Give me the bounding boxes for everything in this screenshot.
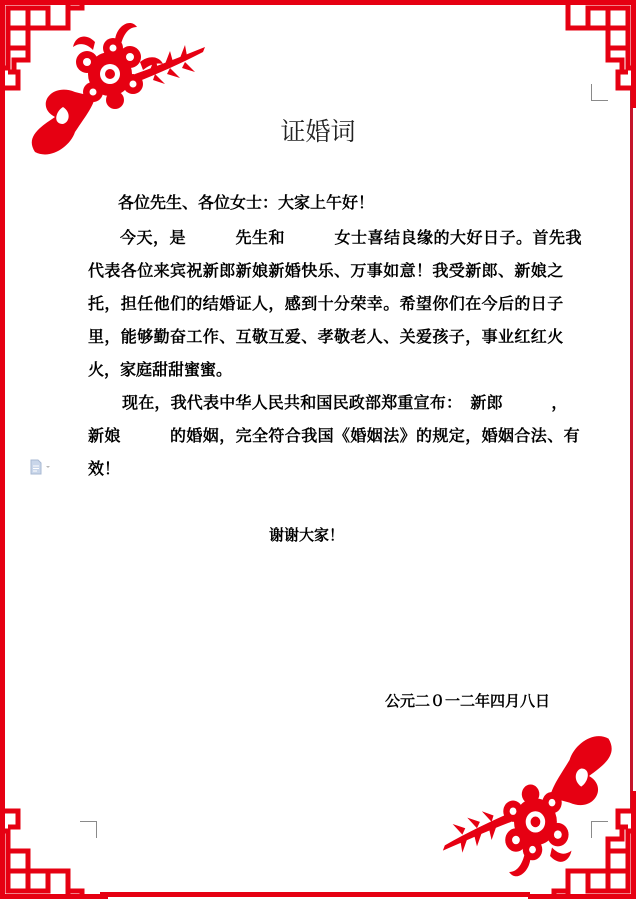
paragraph2-line-1: 现在，我代表中华人民共和国民政部郑重宣布： 新郎 ， <box>122 393 568 412</box>
document-title: 证婚词 <box>280 117 356 146</box>
paragraph1-line-5: 火，家庭甜甜蜜蜜。 <box>88 360 233 379</box>
paragraph2-line-2: 新娘 的婚姻，完全符合我国《婚姻法》的规定，婚姻合法、有 <box>88 426 581 445</box>
frame-border-right <box>630 90 633 810</box>
margin-corner-mark <box>591 821 608 838</box>
paragraph2-line-3: 效！ <box>88 459 121 478</box>
document-paste-icon[interactable] <box>30 459 54 475</box>
date-line: 公元二０一二年四月八日 <box>385 692 551 710</box>
paragraph1-line-3: 托，担任他们的结婚证人，感到十分荣幸。希望你们在今后的日子 <box>88 294 564 313</box>
thanks-line: 谢谢大家！ <box>269 526 345 544</box>
lattice-corner-icon <box>0 789 110 899</box>
frame-border-bottom <box>100 892 530 897</box>
greeting-line: 各位先生、各位女士：大家上午好！ <box>118 193 375 212</box>
lattice-corner-icon <box>526 0 636 110</box>
margin-corner-mark <box>591 84 608 101</box>
paragraph1-line-4: 里，能够勤奋工作、互敬互爱、孝敬老人、关爱孩子，事业红红火 <box>88 327 564 346</box>
margin-corner-mark <box>80 821 97 838</box>
paper-cut-flower-icon <box>438 728 628 888</box>
frame-border-top <box>100 0 530 5</box>
paragraph1-line-1: 今天，是 先生和 女士喜结良缘的大好日子。首先我 <box>120 228 583 247</box>
paragraph1-line-2: 代表各位来宾祝新郎新娘新婚快乐、万事如意！我受新郎、新娘之 <box>88 261 564 280</box>
frame-border-left <box>0 90 5 810</box>
